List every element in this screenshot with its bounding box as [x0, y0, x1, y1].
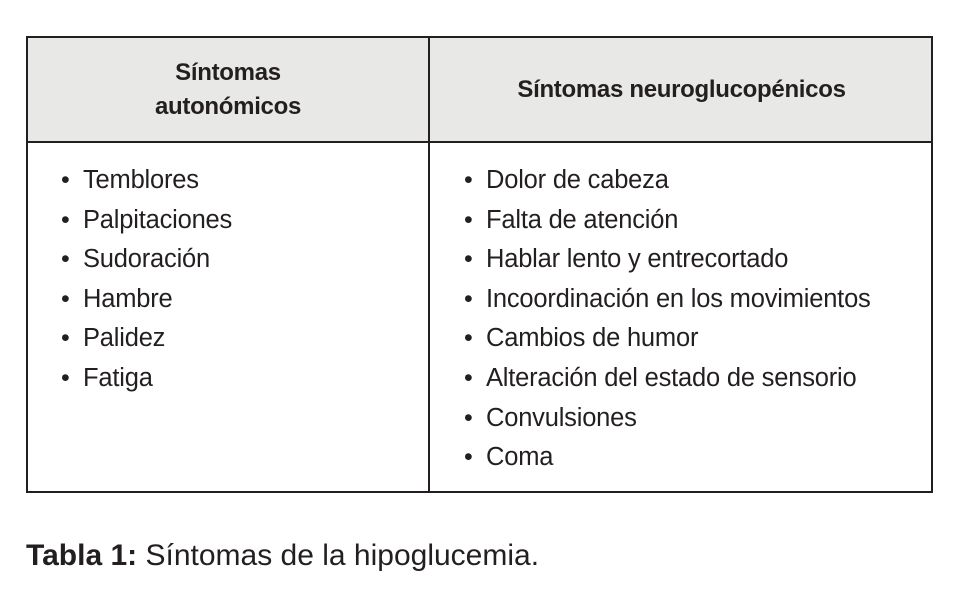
- bullet-icon: •: [61, 245, 70, 274]
- list-item: [61, 161, 232, 201]
- caption-text: Síntomas de la hipoglucemia.: [137, 539, 540, 572]
- symptom-text: Convulsiones: [486, 403, 637, 432]
- table-caption: [26, 532, 539, 580]
- bullet-icon: •: [464, 403, 473, 432]
- autonomic-symptoms-list: [61, 161, 232, 399]
- header-autonomic-label: Síntomas autonómicos: [154, 58, 302, 120]
- list-item: [464, 240, 871, 280]
- bullet-icon: •: [61, 324, 70, 353]
- symptom-text: Incoordinación en los movimientos: [486, 284, 871, 313]
- list-item: [464, 161, 871, 201]
- list-item: [464, 201, 871, 241]
- symptom-text: Temblores: [83, 166, 199, 194]
- bullet-icon: •: [464, 166, 473, 194]
- header-neuroglycopenic-label: Síntomas neuroglucopénicos: [517, 75, 846, 103]
- symptom-text: Hambre: [83, 284, 173, 313]
- symptoms-table: [26, 36, 933, 493]
- bullet-icon: •: [61, 284, 70, 313]
- list-item: [464, 319, 871, 359]
- symptom-text: Falta de atención: [486, 205, 679, 234]
- list-item: [464, 438, 871, 478]
- neuroglycopenic-symptoms-list: [464, 161, 871, 478]
- list-item: [464, 399, 871, 439]
- symptom-text: Hablar lento y entrecortado: [486, 245, 789, 274]
- symptom-text: Dolor de cabeza: [486, 166, 669, 194]
- header-autonomic-symptoms: [28, 38, 428, 141]
- symptom-text: Sudoración: [83, 245, 211, 274]
- caption-label: Tabla 1:: [26, 539, 138, 572]
- column-divider: [428, 38, 430, 491]
- symptom-text: Fatiga: [83, 363, 153, 392]
- bullet-icon: •: [464, 205, 473, 234]
- bullet-icon: •: [61, 166, 70, 194]
- bullet-icon: •: [464, 284, 473, 313]
- symptom-text: Cambios de humor: [486, 324, 699, 353]
- symptom-text: Alteración del estado de sensorio: [486, 363, 857, 392]
- bullet-icon: •: [61, 363, 70, 392]
- list-item: [61, 319, 232, 359]
- symptom-text: Palpitaciones: [83, 205, 233, 234]
- list-item: [61, 359, 232, 399]
- bullet-icon: •: [464, 443, 473, 472]
- table-header-row: [28, 38, 931, 143]
- bullet-icon: •: [464, 245, 473, 274]
- list-item: [61, 280, 232, 320]
- bullet-icon: •: [61, 205, 70, 234]
- bullet-icon: •: [464, 363, 473, 392]
- symptom-text: Palidez: [83, 324, 166, 353]
- bullet-icon: •: [464, 324, 473, 353]
- list-item: [61, 240, 232, 280]
- header-neuroglycopenic-symptoms: [430, 38, 933, 141]
- list-item: [464, 280, 871, 320]
- symptom-text: Coma: [486, 443, 554, 472]
- list-item: [61, 201, 232, 241]
- list-item: [464, 359, 871, 399]
